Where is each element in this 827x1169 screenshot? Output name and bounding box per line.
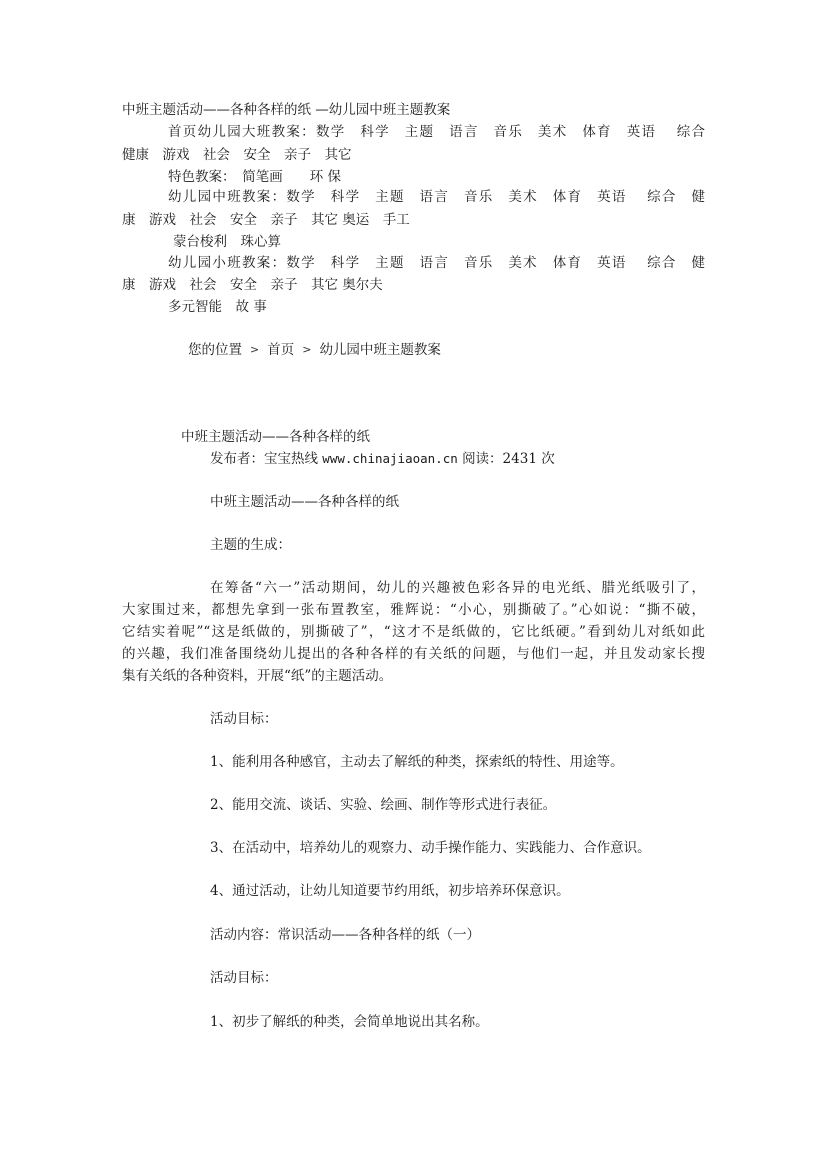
chevron-right-icon: > [302, 343, 312, 356]
goal2-item: 1、初步了解纸的种类，会简单地说出其名称。 [210, 1014, 489, 1030]
menu-middle-line-1[interactable]: 幼儿园中班教案：数学 科学 主题 语言 音乐 美术 体育 英语 综合 健 [168, 189, 705, 205]
site-url-link[interactable]: www.chinajiaoan.cn [322, 451, 458, 466]
menu-senior-line-2[interactable]: 健康 游戏 社会 安全 亲子 其它 [122, 147, 352, 163]
publisher-label: 发布者：宝宝热线 [210, 451, 318, 467]
content-heading: 活动内容：常识活动——各种各样的纸（一） [210, 927, 480, 943]
menu-middle-line-2[interactable]: 康 游戏 社会 安全 亲子 其它 奥运 手工 [122, 212, 410, 228]
breadcrumb [188, 340, 441, 360]
menu-junior-line-2[interactable]: 康 游戏 社会 安全 亲子 其它 奥尔夫 [122, 277, 383, 293]
document-title: 中班主题活动——各种各样的纸 —幼儿园中班主题教案 [122, 102, 451, 118]
menu-junior-line-3[interactable]: 多元智能 故 事 [168, 299, 267, 315]
chevron-right-icon: > [250, 343, 260, 356]
menu-junior-line-1[interactable]: 幼儿园小班教案：数学 科学 主题 语言 音乐 美术 体育 英语 综合 健 [168, 255, 705, 271]
article-subtitle: 中班主题活动——各种各样的纸 [210, 494, 399, 510]
origin-paragraph-line-5: 集有关纸的各种资料，开展“纸”的主题活动。 [122, 668, 393, 684]
breadcrumb-home-link[interactable]: 首页 [267, 342, 295, 358]
read-count: 阅读：2431 次 [462, 451, 555, 467]
article-title: 中班主题活动——各种各样的纸 [181, 429, 370, 445]
origin-paragraph-line-1: 在筹备“六一”活动期间，幼儿的兴趣被色彩各异的电光纸、腊光纸吸引了， [210, 580, 705, 596]
menu-middle-line-3[interactable]: 蒙台梭利 珠心算 [173, 234, 281, 250]
breadcrumb-category-link[interactable]: 幼儿园中班主题教案 [319, 342, 441, 358]
goal-item: 1、能利用各种感官，主动去了解纸的种类，探索纸的特性、用途等。 [210, 754, 624, 770]
origin-paragraph-line-3: 它结实着呢”“这是纸做的，别撕破了”，“这才不是纸做的，它比纸硬。”看到幼儿对纸如此 [122, 624, 705, 640]
menu-senior-line-1[interactable]: 首页幼儿园大班教案：数学 科学 主题 语言 音乐 美术 体育 英语 综合 [168, 124, 705, 140]
menu-special-line[interactable]: 特色教案： 简笔画 环 保 [168, 169, 342, 185]
goals2-heading: 活动目标： [210, 970, 278, 986]
goals-heading: 活动目标： [210, 711, 278, 727]
goal-item: 3、在活动中，培养幼儿的观察力、动手操作能力、实践能力、合作意识。 [210, 840, 651, 856]
goal-item: 2、能用交流、谈话、实验、绘画、制作等形式进行表征。 [210, 797, 557, 813]
origin-paragraph-line-2: 大家围过来，都想先拿到一张布置教室，雅辉说：“小心，别撕破了。”心如说：“撕不破， [122, 602, 705, 618]
origin-paragraph-line-4: 的兴趣，我们准备围绕幼儿提出的各种各样的有关纸的问题，与他们一起，并且发动家长搜 [122, 646, 705, 662]
origin-heading: 主题的生成： [210, 537, 291, 553]
goal-item: 4、通过活动，让幼儿知道要节约用纸，初步培养环保意识。 [210, 883, 570, 899]
breadcrumb-label: 您的位置 [188, 342, 242, 358]
article-meta [210, 449, 555, 469]
